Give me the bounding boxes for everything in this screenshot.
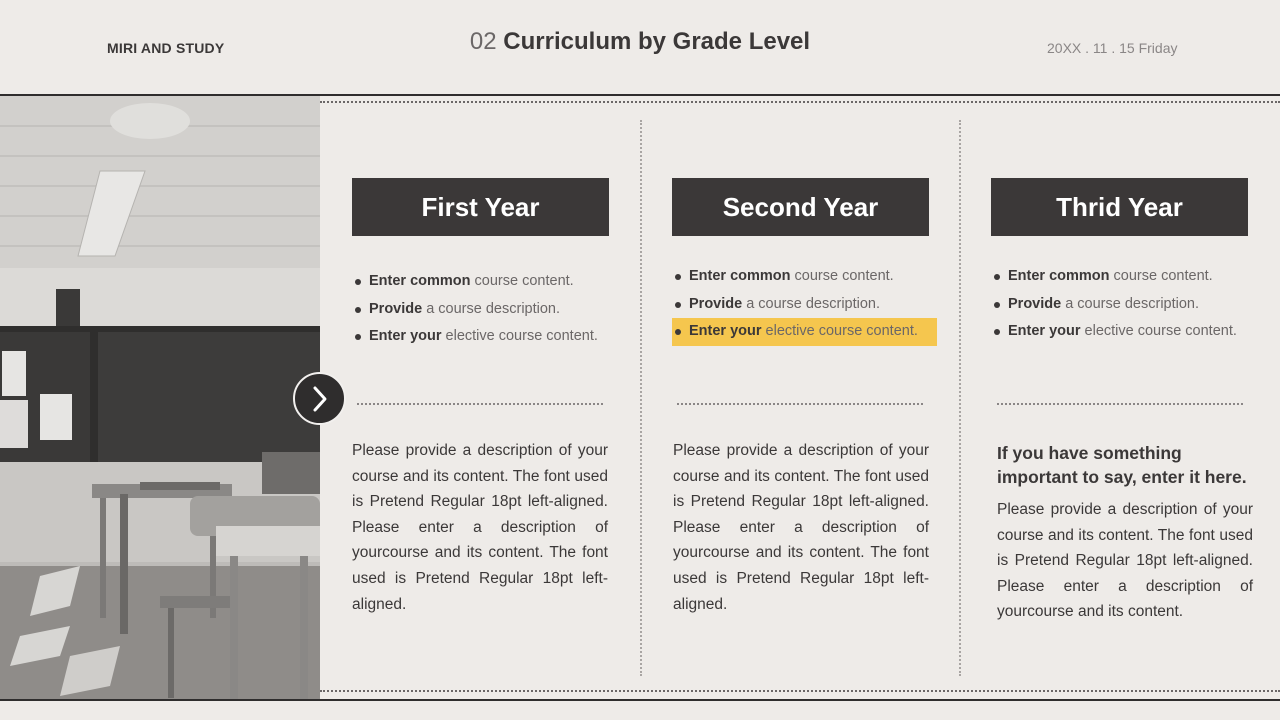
- list-item: Enter common course content.: [991, 263, 1261, 291]
- important-note: If you have something important to say, enter it here.: [997, 443, 1247, 487]
- bottom-dotted-divider: [320, 690, 1280, 692]
- brand-name: MIRI AND STUDY: [107, 40, 225, 56]
- list-item: Provide a course description.: [672, 291, 942, 319]
- third-year-heading: [991, 178, 1248, 236]
- top-dotted-divider: [320, 101, 1280, 103]
- list-item: Enter your elective course content.: [352, 323, 622, 351]
- column-separator: [959, 120, 961, 676]
- second-year-bullets: [672, 263, 942, 346]
- second-year-description: Please provide a description of your course and its content. The font used is Pretend Regular 18pt left-aligned. Please enter a description of yourcourse and its content. The font used is Pretend Regular 18pt left- aligned.: [673, 442, 929, 613]
- list-item: Enter common course content.: [672, 263, 942, 291]
- title-text: Curriculum by Grade Level: [503, 28, 811, 55]
- first-year-description: Please provide a description of your course and its content. The font used is Pretend Regular 18pt left-aligned. Please enter a description of yourcourse and its content. The font used is Pretend Regular 18pt left- aligned.: [352, 442, 608, 613]
- third-year-title: Thrid Year: [1056, 191, 1183, 222]
- list-item: Provide a course description.: [991, 291, 1261, 319]
- column-dotted-divider: [357, 403, 603, 405]
- bottom-divider: [0, 699, 1280, 701]
- date-label: 20XX . 11 . 15 Friday: [1047, 40, 1178, 56]
- first-year-title: First Year: [421, 191, 540, 222]
- second-year-heading: [672, 178, 929, 236]
- column-dotted-divider: [997, 403, 1243, 405]
- second-year-title: Second Year: [722, 191, 879, 222]
- column-separator: [640, 120, 642, 676]
- first-year-heading: [352, 178, 609, 236]
- chevron-right-icon: [310, 385, 330, 413]
- third-year-bullets: [991, 263, 1261, 346]
- section-number: 02: [469, 28, 497, 55]
- list-item: Enter your elective course content.: [991, 318, 1261, 346]
- column-dotted-divider: [677, 403, 923, 405]
- list-item: Provide a course description.: [352, 296, 622, 324]
- classroom-photo: [0, 96, 320, 699]
- third-year-description: Please provide a description of your course and its content. The font used is Pretend Regular 18pt left-aligned. Please enter a description of yourcourse and its content.: [997, 501, 1253, 621]
- highlighted-list-item: Enter your elective course content.: [672, 318, 937, 346]
- list-item: Enter common course content.: [352, 268, 622, 296]
- first-year-bullets: [352, 268, 622, 351]
- next-button[interactable]: [293, 372, 346, 425]
